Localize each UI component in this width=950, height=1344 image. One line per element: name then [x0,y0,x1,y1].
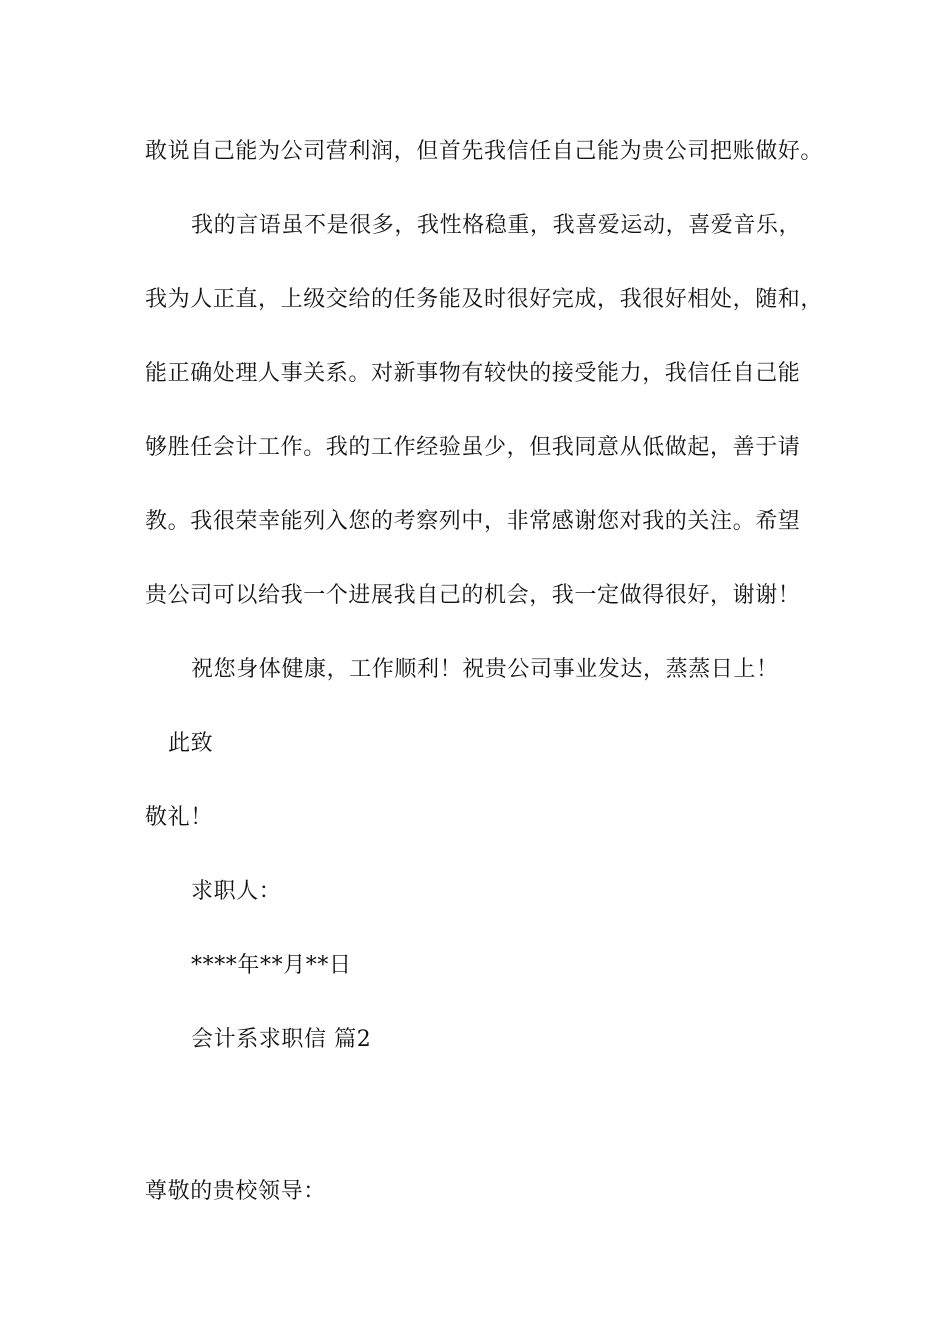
salute-text: 敬礼！ [145,805,213,830]
body-text-line: 够胜任会计工作。我的工作经验虽少，但我同意从低做起，善于请 [145,435,801,460]
body-text-line: 贵公司可以给我一个进展我自己的机会，我一定做得很好，谢谢！ [145,583,801,608]
body-text-line: 我为人正直，上级交给的任务能及时很好完成，我很好相处，随和， [145,287,824,312]
wishes-line: 祝您身体健康，工作顺利！祝贵公司事业发达，蒸蒸日上！ [191,657,779,682]
body-text-line: 敢说自己能为公司营利润，但首先我信任自己能为贵公司把账做好。 [145,139,824,164]
closing-text: 此致 [168,731,214,756]
signature-label: 求职人： [191,879,282,904]
date-text: ****年**月**日 [191,953,352,978]
salutation-text: 尊敬的贵校领导： [145,1179,326,1204]
section-title: 会计系求职信 篇2 [191,1027,372,1052]
body-text-line: 教。我很荣幸能列入您的考察列中，非常感谢您对我的关注。希望 [145,509,801,534]
body-text-line: 我的言语虽不是很多，我性格稳重，我喜爱运动，喜爱音乐， [191,213,802,238]
body-text-line: 能正确处理人事关系。对新事物有较快的接受能力，我信任自己能 [145,361,801,386]
